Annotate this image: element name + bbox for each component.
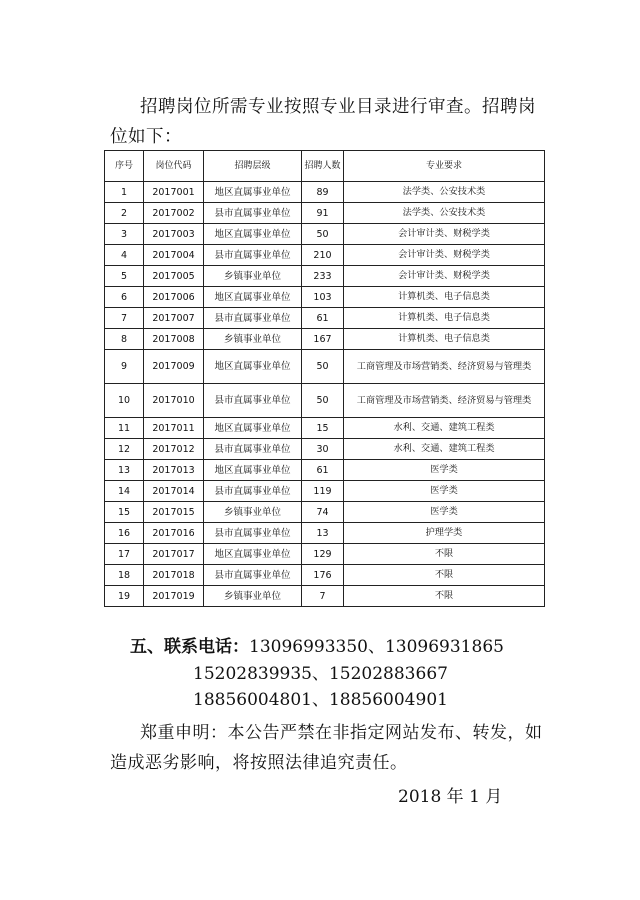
cell-major: 不限 bbox=[344, 586, 545, 607]
cell-level: 地区直属事业单位 bbox=[204, 544, 302, 565]
positions-table bbox=[104, 150, 545, 607]
cell-index: 3 bbox=[105, 224, 144, 245]
cell-level: 地区直属事业单位 bbox=[204, 350, 302, 384]
cell-level: 县市直属事业单位 bbox=[204, 308, 302, 329]
cell-major: 工商管理及市场营销类、经济贸易与管理类 bbox=[344, 384, 545, 418]
table-row bbox=[105, 418, 545, 439]
contact-block bbox=[130, 634, 504, 714]
table-row bbox=[105, 544, 545, 565]
cell-code: 2017009 bbox=[144, 350, 204, 384]
table-row bbox=[105, 460, 545, 481]
cell-major: 不限 bbox=[344, 544, 545, 565]
cell-index: 7 bbox=[105, 308, 144, 329]
cell-major: 法学类、公安技术类 bbox=[344, 203, 545, 224]
table-row bbox=[105, 565, 545, 586]
cell-level: 乡镇事业单位 bbox=[204, 329, 302, 350]
issue-date: 2018 年 1 月 bbox=[398, 787, 503, 807]
cell-major: 会计审计类、财税学类 bbox=[344, 266, 545, 287]
cell-code: 2017003 bbox=[144, 224, 204, 245]
cell-code: 2017012 bbox=[144, 439, 204, 460]
cell-level: 县市直属事业单位 bbox=[204, 203, 302, 224]
cell-level: 乡镇事业单位 bbox=[204, 266, 302, 287]
cell-level: 乡镇事业单位 bbox=[204, 586, 302, 607]
cell-level: 县市直属事业单位 bbox=[204, 245, 302, 266]
cell-count: 50 bbox=[302, 350, 344, 384]
cell-count: 50 bbox=[302, 224, 344, 245]
cell-code: 2017004 bbox=[144, 245, 204, 266]
cell-code: 2017011 bbox=[144, 418, 204, 439]
table-row bbox=[105, 481, 545, 502]
header-count: 招聘人数 bbox=[302, 151, 344, 182]
contact-phone-line: 13096993350、13096931865 bbox=[249, 637, 504, 657]
cell-major: 工商管理及市场营销类、经济贸易与管理类 bbox=[344, 350, 545, 384]
cell-count: 74 bbox=[302, 502, 344, 523]
cell-index: 17 bbox=[105, 544, 144, 565]
cell-level: 县市直属事业单位 bbox=[204, 439, 302, 460]
cell-index: 10 bbox=[105, 384, 144, 418]
cell-level: 乡镇事业单位 bbox=[204, 502, 302, 523]
header-code: 岗位代码 bbox=[144, 151, 204, 182]
cell-index: 13 bbox=[105, 460, 144, 481]
cell-level: 县市直属事业单位 bbox=[204, 481, 302, 502]
cell-major: 医学类 bbox=[344, 481, 545, 502]
cell-major: 不限 bbox=[344, 565, 545, 586]
cell-code: 2017019 bbox=[144, 586, 204, 607]
cell-count: 7 bbox=[302, 586, 344, 607]
table-row bbox=[105, 350, 545, 384]
cell-index: 16 bbox=[105, 523, 144, 544]
cell-index: 12 bbox=[105, 439, 144, 460]
cell-code: 2017007 bbox=[144, 308, 204, 329]
cell-index: 6 bbox=[105, 287, 144, 308]
table-row bbox=[105, 384, 545, 418]
cell-code: 2017015 bbox=[144, 502, 204, 523]
table-row bbox=[105, 502, 545, 523]
cell-index: 18 bbox=[105, 565, 144, 586]
table-row bbox=[105, 203, 545, 224]
cell-level: 地区直属事业单位 bbox=[204, 418, 302, 439]
cell-index: 14 bbox=[105, 481, 144, 502]
header-major: 专业要求 bbox=[344, 151, 545, 182]
table-row bbox=[105, 523, 545, 544]
cell-index: 11 bbox=[105, 418, 144, 439]
cell-index: 1 bbox=[105, 182, 144, 203]
cell-index: 19 bbox=[105, 586, 144, 607]
cell-level: 地区直属事业单位 bbox=[204, 182, 302, 203]
cell-count: 50 bbox=[302, 384, 344, 418]
cell-code: 2017002 bbox=[144, 203, 204, 224]
cell-code: 2017016 bbox=[144, 523, 204, 544]
table-row bbox=[105, 308, 545, 329]
cell-major: 计算机类、电子信息类 bbox=[344, 308, 545, 329]
table-row bbox=[105, 245, 545, 266]
cell-count: 61 bbox=[302, 308, 344, 329]
cell-index: 8 bbox=[105, 329, 144, 350]
cell-code: 2017014 bbox=[144, 481, 204, 502]
cell-index: 5 bbox=[105, 266, 144, 287]
cell-code: 2017001 bbox=[144, 182, 204, 203]
cell-level: 县市直属事业单位 bbox=[204, 565, 302, 586]
header-index: 序号 bbox=[105, 151, 144, 182]
contact-phone-line: 18856004801、18856004901 bbox=[193, 690, 448, 710]
table-row bbox=[105, 439, 545, 460]
cell-major: 法学类、公安技术类 bbox=[344, 182, 545, 203]
cell-code: 2017013 bbox=[144, 460, 204, 481]
cell-count: 91 bbox=[302, 203, 344, 224]
cell-level: 县市直属事业单位 bbox=[204, 384, 302, 418]
cell-count: 13 bbox=[302, 523, 344, 544]
cell-major: 护理学类 bbox=[344, 523, 545, 544]
cell-major: 水利、交通、建筑工程类 bbox=[344, 418, 545, 439]
cell-count: 103 bbox=[302, 287, 344, 308]
cell-count: 119 bbox=[302, 481, 344, 502]
cell-major: 计算机类、电子信息类 bbox=[344, 329, 545, 350]
table-row bbox=[105, 266, 545, 287]
header-level: 招聘层级 bbox=[204, 151, 302, 182]
cell-count: 210 bbox=[302, 245, 344, 266]
table-row bbox=[105, 182, 545, 203]
contact-phone-line: 15202839935、15202883667 bbox=[193, 663, 448, 684]
cell-code: 2017010 bbox=[144, 384, 204, 418]
cell-major: 水利、交通、建筑工程类 bbox=[344, 439, 545, 460]
cell-major: 会计审计类、财税学类 bbox=[344, 224, 545, 245]
cell-code: 2017017 bbox=[144, 544, 204, 565]
cell-index: 9 bbox=[105, 350, 144, 384]
table-row bbox=[105, 586, 545, 607]
cell-code: 2017005 bbox=[144, 266, 204, 287]
legal-notice: 郑重申明：本公告严禁在非指定网站发布、转发，如造成恶劣影响，将按照法律追究责任。 bbox=[110, 723, 543, 773]
contact-label: 五、联系电话： bbox=[130, 637, 249, 657]
cell-index: 15 bbox=[105, 502, 144, 523]
cell-code: 2017018 bbox=[144, 565, 204, 586]
cell-count: 167 bbox=[302, 329, 344, 350]
cell-level: 地区直属事业单位 bbox=[204, 287, 302, 308]
cell-count: 15 bbox=[302, 418, 344, 439]
cell-count: 61 bbox=[302, 460, 344, 481]
cell-level: 县市直属事业单位 bbox=[204, 523, 302, 544]
table-header-row bbox=[105, 151, 545, 182]
cell-count: 30 bbox=[302, 439, 344, 460]
cell-level: 地区直属事业单位 bbox=[204, 460, 302, 481]
cell-count: 176 bbox=[302, 565, 344, 586]
cell-major: 计算机类、电子信息类 bbox=[344, 287, 545, 308]
cell-major: 医学类 bbox=[344, 502, 545, 523]
cell-count: 129 bbox=[302, 544, 344, 565]
intro-paragraph: 招聘岗位所需专业按照专业目录进行审查。招聘岗位如下： bbox=[110, 97, 536, 147]
cell-major: 会计审计类、财税学类 bbox=[344, 245, 545, 266]
cell-code: 2017008 bbox=[144, 329, 204, 350]
table-row bbox=[105, 329, 545, 350]
cell-level: 地区直属事业单位 bbox=[204, 224, 302, 245]
table-row bbox=[105, 287, 545, 308]
cell-index: 4 bbox=[105, 245, 144, 266]
cell-major: 医学类 bbox=[344, 460, 545, 481]
cell-count: 89 bbox=[302, 182, 344, 203]
table-body bbox=[105, 182, 545, 607]
cell-count: 233 bbox=[302, 266, 344, 287]
cell-index: 2 bbox=[105, 203, 144, 224]
cell-code: 2017006 bbox=[144, 287, 204, 308]
table-row bbox=[105, 224, 545, 245]
